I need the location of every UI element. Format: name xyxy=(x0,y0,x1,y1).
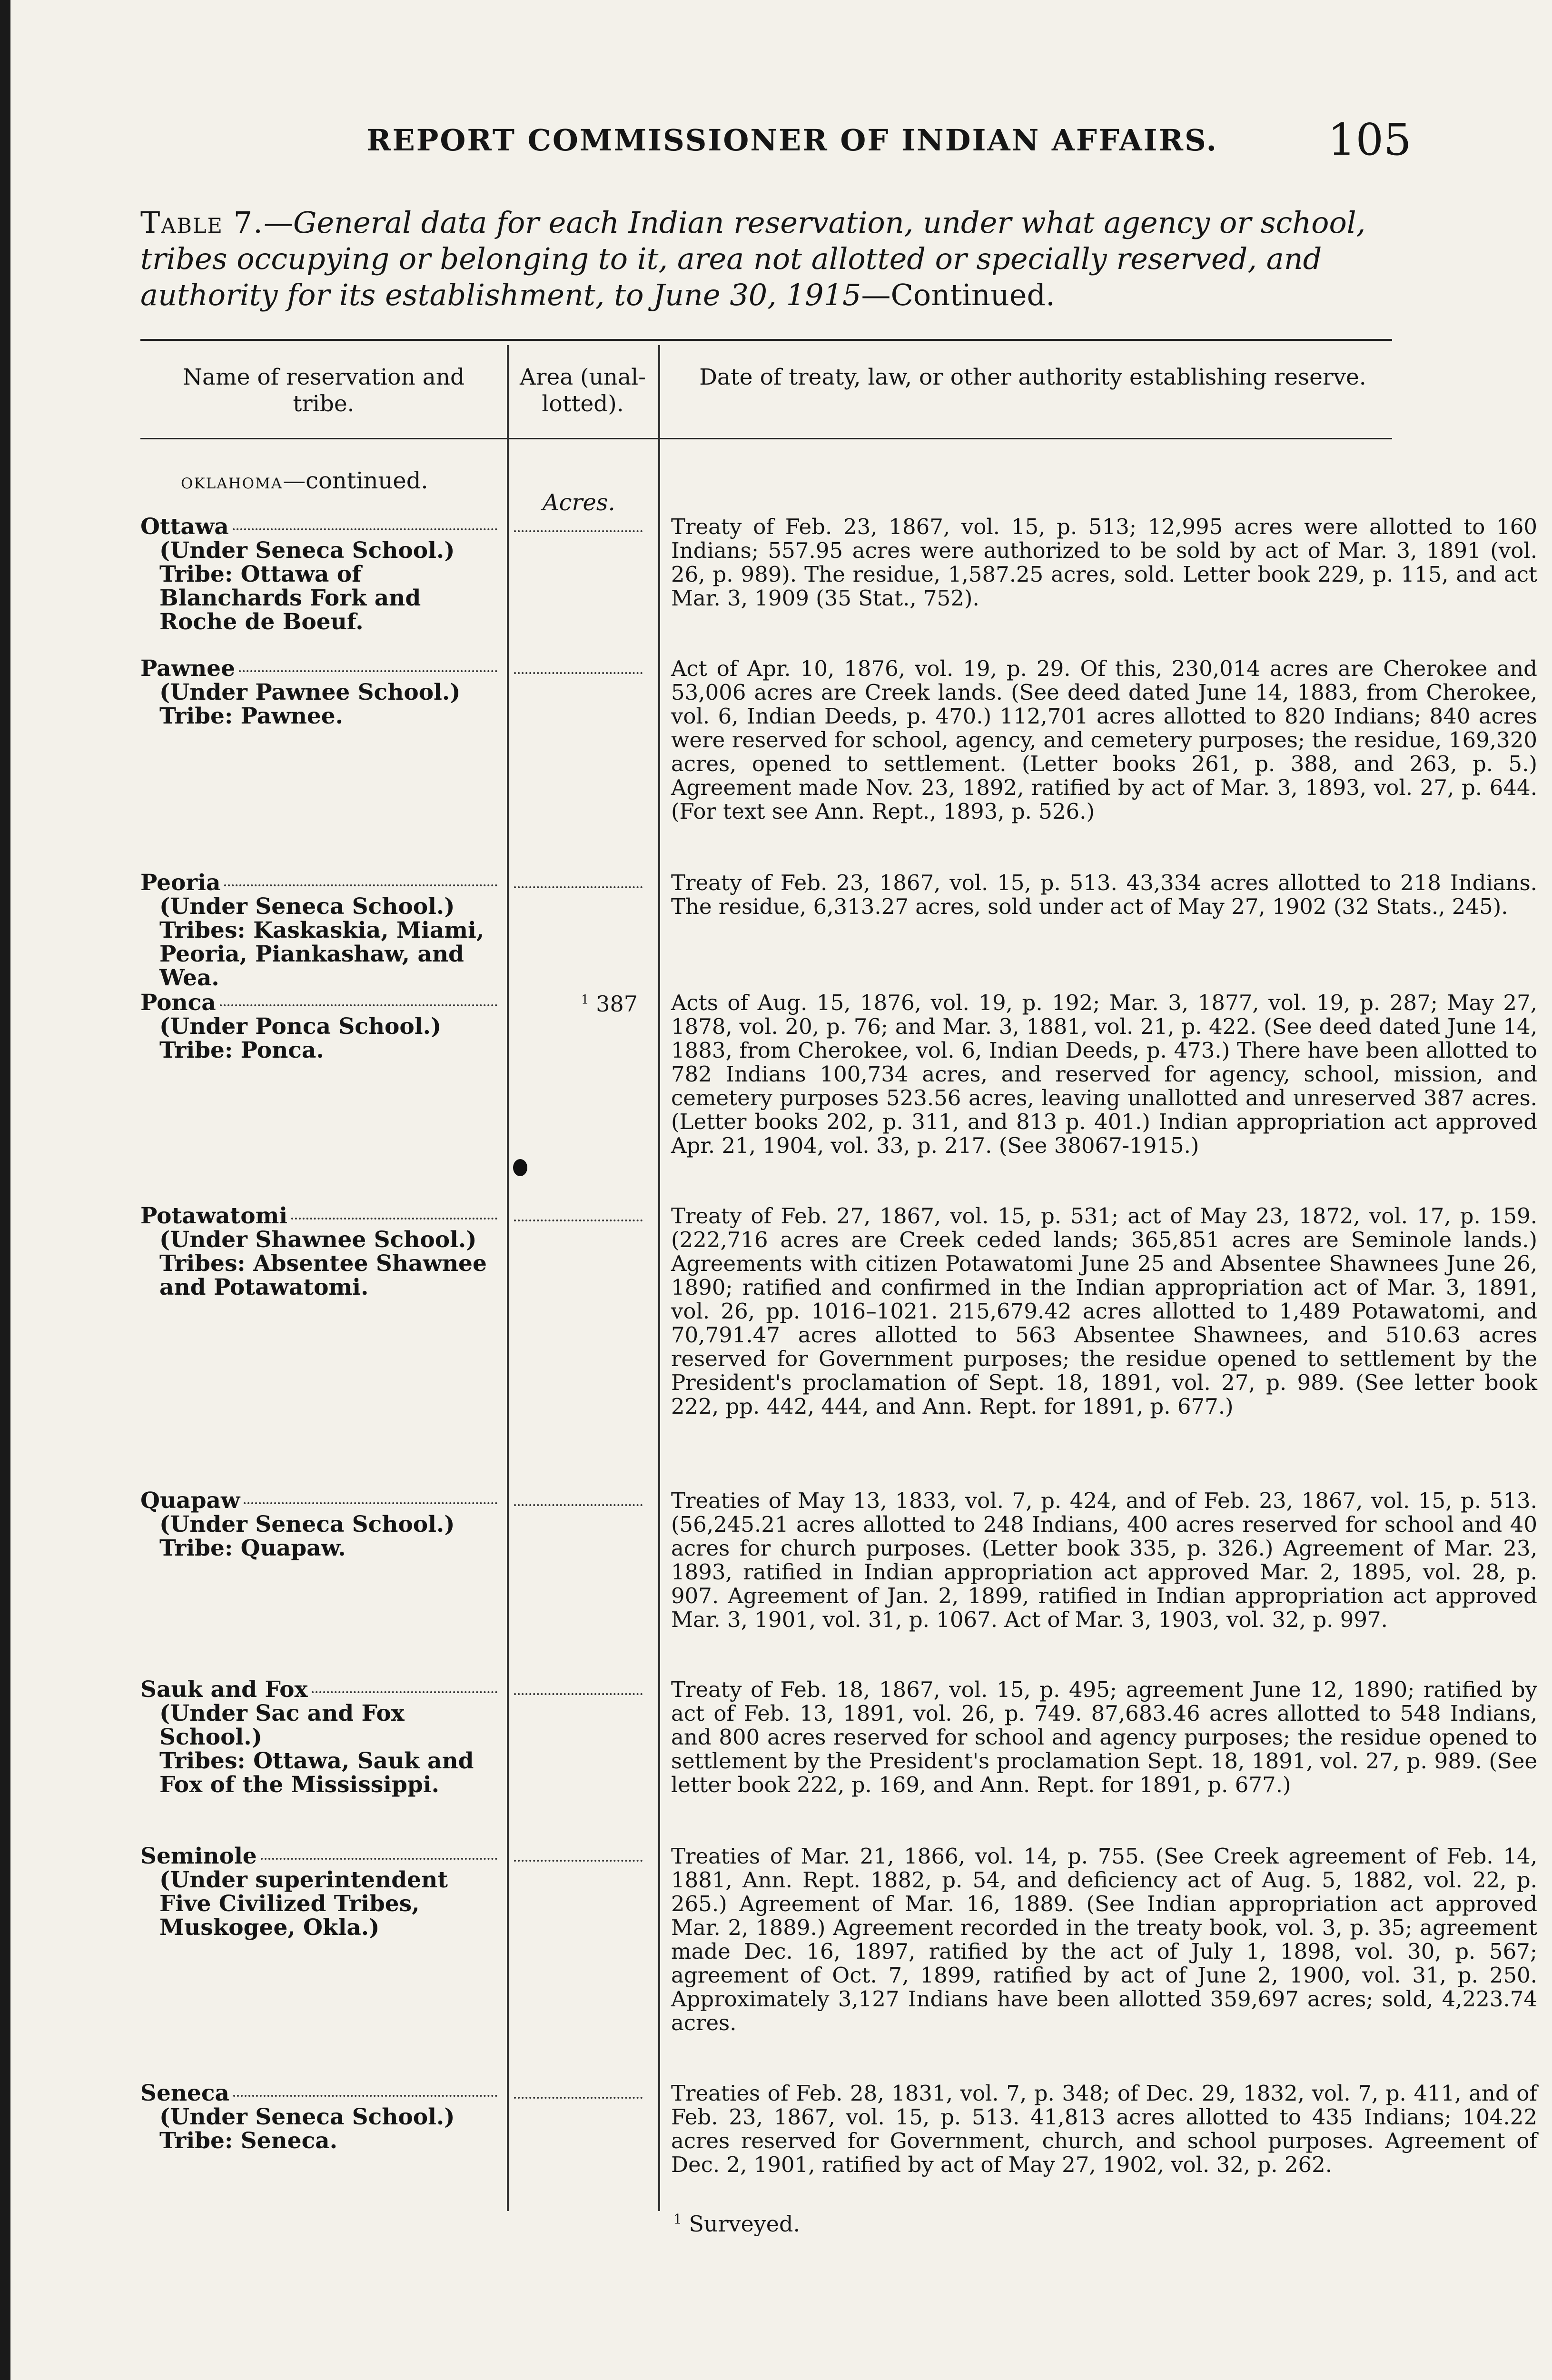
caption-suffix: —Continued. xyxy=(861,278,1055,312)
reservation-cell xyxy=(140,657,497,728)
reservation-name-line xyxy=(140,871,497,895)
leader-dots xyxy=(312,1691,497,1693)
authority-text: Treaty of Feb. 23, 1867, vol. 15, p. 513; 12,995 acres were allotted to 160 Indians; 557.95 acres were authorized to be sold by act of Mar. 3, 1891 (vol. 26, p. 989). The residue, 1,587.25 acres, sold. Letter book 229, p. 115, and act Mar. 3, 1909 (35 Stat., 752). xyxy=(671,514,1537,611)
leader-dots xyxy=(514,672,643,674)
tribe: Tribe: Ponca. xyxy=(159,1037,324,1063)
agency: (Under Seneca School.) xyxy=(159,1511,455,1537)
leader-dots xyxy=(244,1502,497,1504)
caption-title: —General data for each Indian reservation, under what agency or school, tribes occupying or belonging to it, area not allotted or specially reserved, and authority for its establishment, to June 30, 1915 xyxy=(140,205,1366,312)
reservation-name: Ponca xyxy=(140,990,216,1016)
leader-dots xyxy=(224,884,497,886)
footnote-mark: 1 xyxy=(673,2211,682,2227)
agency: (Under Ponca School.) xyxy=(159,1013,442,1040)
area-cell xyxy=(509,515,647,539)
area-cell xyxy=(509,1844,647,1868)
area-cell xyxy=(509,1204,647,1228)
caption-lead: Table 7. xyxy=(140,205,264,240)
reservation-name: Sauk and Fox xyxy=(140,1676,308,1703)
authority-text: Treaty of Feb. 23, 1867, vol. 15, p. 513. 43,334 acres allotted to 218 Indians. The residue, 6,313.27 acres, sold under act of May 27, 1902 (32 Stats., 245). xyxy=(671,870,1537,919)
agency: (Under Shawnee School.) xyxy=(159,1227,477,1253)
area-cell xyxy=(509,2082,647,2105)
tribe: Tribes: Ottawa, Sauk and Fox of the Mississippi. xyxy=(159,1748,474,1798)
reservation-cell xyxy=(140,991,497,1062)
region-note: —continued. xyxy=(283,467,428,494)
footnote xyxy=(673,2211,800,2237)
region-heading xyxy=(181,467,428,494)
header-bottom-rule xyxy=(140,438,1392,439)
agency: (Under Seneca School.) xyxy=(159,2104,455,2130)
reservation-name: Ottawa xyxy=(140,514,229,540)
agency: (Under Seneca School.) xyxy=(159,537,455,564)
reservation-name-line xyxy=(140,657,497,681)
area-cell xyxy=(509,657,647,681)
area-cell xyxy=(509,991,647,1015)
agency: (Under superintendent Five Civilized Tribes, Muskogee, Okla.) xyxy=(159,1867,448,1941)
tribe: Tribe: Quapaw. xyxy=(159,1535,346,1561)
authority-text: Treaty of Feb. 18, 1867, vol. 15, p. 495; agreement June 12, 1890; ratified by act of Feb. 13, 1891, vol. 26, p. 749. 87,683.46 acres allotted to 548 Indians, and 800 acres reserved for school and agency purposes; the residue opened to settlement by the President's proclamation Sept. 18, 1891, vol. 27, p. 989. (See letter book 222, p. 169, and Ann. Rept. for 1891, p. 677.) xyxy=(671,1677,1537,1797)
leader-dots xyxy=(514,886,643,888)
leader-dots xyxy=(233,2095,497,2097)
authority-text: Treaty of Feb. 27, 1867, vol. 15, p. 531; act of May 23, 1872, vol. 17, p. 159. (222,716 acres are Creek ceded lands; 365,851 acres are Seminole lands.) Agreements with citizen Potawatomi June 25 and Absentee Shawnees June 26, 1890; ratified and confirmed in the Indian appropriation act of Mar. 3, 1891, vol. 26, pp. 1016–1021. 215,679.42 acres allotted to 1,489 Potawatomi, and 70,791.47 acres allotted to 563 Absentee Shawnees, and 510.63 acres reserved for Government purposes; the residue opened to settlement by the President's proclamation of Sept. 18, 1891, vol. 27, p. 989. (See letter book 222, pp. 442, 444, and Ann. Rept. for 1891, p. 677.) xyxy=(671,1203,1537,1419)
reservation-name-line xyxy=(140,1204,497,1228)
column-header-name: Name of reservation and tribe. xyxy=(182,364,465,417)
reservation-cell xyxy=(140,1844,497,1940)
reservation-name: Peoria xyxy=(140,870,221,896)
running-head: REPORT COMMISSIONER OF INDIAN AFFAIRS. xyxy=(366,123,1218,158)
area-cell xyxy=(509,1489,647,1513)
reservation-cell xyxy=(140,1678,497,1797)
reservation-name: Quapaw xyxy=(140,1488,240,1514)
footnote-mark: 1 xyxy=(581,992,589,1007)
tribe: Tribes: Absentee Shawnee and Potawatomi. xyxy=(159,1250,487,1300)
leader-dots xyxy=(233,528,497,530)
agency: (Under Pawnee School.) xyxy=(159,679,461,705)
reservation-cell xyxy=(140,515,497,634)
leader-dots xyxy=(514,1693,643,1695)
page-number: 105 xyxy=(1328,114,1412,165)
table-caption xyxy=(140,205,1402,313)
leader-dots xyxy=(220,1004,497,1006)
leader-dots xyxy=(514,2097,643,2099)
reservation-cell xyxy=(140,1489,497,1560)
reservation-name: Seminole xyxy=(140,1843,257,1869)
reservation-name: Pawnee xyxy=(140,655,235,682)
authority-text: Treaties of Feb. 28, 1831, vol. 7, p. 348; of Dec. 29, 1832, vol. 7, p. 411, and of Feb. 23, 1867, vol. 15, p. 513. 41,813 acres allotted to 435 Indians; 104.22 acres reserved for Government, church, and school purposes. Agreement of Dec. 2, 1901, ratified by act of May 27, 1902, vol. 32, p. 262. xyxy=(671,2081,1537,2177)
reservation-name-line xyxy=(140,1678,497,1702)
area-cell xyxy=(509,1678,647,1702)
authority-text: Treaties of Mar. 21, 1866, vol. 14, p. 755. (See Creek agreement of Feb. 14, 1881, Ann. Rept. 1882, p. 54, and deficiency act of Aug. 5, 1882, vol. 22, p. 265.) Agreement of Mar. 16, 1889. (See Indian appropriation act approved Mar. 2, 1889.) Agreement recorded in the treaty book, vol. 3, p. 35; agreement made Dec. 16, 1897, ratified by the act of July 1, 1898, vol. 30, p. 567; agreement of Oct. 7, 1899, ratified by act of June 2, 1900, vol. 31, p. 250. Approximately 3,127 Indians have been allotted 359,697 acres; sold, 4,223.74 acres. xyxy=(671,1844,1537,2035)
tribe: Tribe: Pawnee. xyxy=(159,703,343,729)
area-value xyxy=(581,991,638,1017)
ink-spot xyxy=(513,1159,527,1176)
reservation-name-line xyxy=(140,991,497,1015)
reservation-name-line xyxy=(140,1844,497,1868)
authority-text: Acts of Aug. 15, 1876, vol. 19, p. 192; Mar. 3, 1877, vol. 19, p. 287; May 27, 1878, vol. 20, p. 76; and Mar. 3, 1881, vol. 21, p. 422. (See deed dated June 14, 1883, from Cherokee, vol. 6, Indian Deeds, p. 473.) There have been allotted to 782 Indians 100,734 acres, and reserved for agency, school, mission, and cemetery purposes 523.56 acres, leaving unallotted and unreserved 387 acres. (Letter books 202, p. 311, and 813 p. 401.) Indian appropriation act approved Apr. 21, 1904, vol. 33, p. 217. (See 38067-1915.) xyxy=(671,990,1537,1158)
leader-dots xyxy=(514,1860,643,1862)
area-number: 387 xyxy=(596,991,638,1017)
column-divider-1 xyxy=(507,345,509,2211)
authority-text: Treaties of May 13, 1833, vol. 7, p. 424, and of Feb. 23, 1867, vol. 15, p. 513. (56,245.21 acres allotted to 248 Indians, 400 acres reserved for school and 40 acres for church purposes. (Letter book 335, p. 326.) Agreement of Mar. 23, 1893, ratified in Indian appropriation act approved Mar. 2, 1895, vol. 28, p. 907. Agreement of Jan. 2, 1899, ratified in Indian appropriation act approved Mar. 3, 1901, vol. 31, p. 1067. Act of Mar. 3, 1903, vol. 32, p. 997. xyxy=(671,1488,1537,1632)
reservation-name-line xyxy=(140,515,497,539)
scan-edge xyxy=(0,0,10,2380)
tribe: Tribe: Seneca. xyxy=(159,2128,338,2154)
authority-text: Act of Apr. 10, 1876, vol. 19, p. 29. Of this, 230,014 acres are Cherokee and 53,006 acres are Creek lands. (See deed dated June 14, 1883, from Cherokee, vol. 6, Indian Deeds, p. 470.) 112,701 acres allotted to 820 Indians; 840 acres were reserved for school, agency, and cemetery purposes; the residue, 169,320 acres, opened to settlement. (Letter books 261, p. 388, and 263, p. 5.) Agreement made Nov. 23, 1892, ratified by act of Mar. 3, 1893, vol. 27, p. 644. (For text see Ann. Rept., 1893, p. 526.) xyxy=(671,656,1537,824)
reservation-name-line xyxy=(140,1489,497,1513)
agency: (Under Seneca School.) xyxy=(159,893,455,920)
leader-dots xyxy=(239,670,497,672)
column-header-area: Area (unal-lotted). xyxy=(520,364,646,417)
reservation-cell xyxy=(140,1204,497,1299)
reservation-cell xyxy=(140,871,497,990)
tribe: Tribe: Ottawa of Blanchards Fork and Roche de Boeuf. xyxy=(159,561,421,635)
leader-dots xyxy=(514,530,643,532)
tribe: Tribes: Kaskaskia, Miami, Peoria, Piankashaw, and Wea. xyxy=(159,917,484,991)
leader-dots xyxy=(291,1218,497,1220)
reservation-name: Potawatomi xyxy=(140,1203,288,1229)
reservation-name: Seneca xyxy=(140,2080,229,2106)
agency: (Under Sac and Fox School.) xyxy=(159,1700,405,1750)
area-cell xyxy=(509,871,647,895)
column-divider-2 xyxy=(658,345,660,2211)
area-units: Acres. xyxy=(543,489,615,516)
region-state: oklahoma xyxy=(181,469,283,494)
footnote-text: Surveyed. xyxy=(689,2211,801,2237)
leader-dots xyxy=(261,1858,497,1860)
reservation-name-line xyxy=(140,2082,497,2105)
table-top-rule xyxy=(140,339,1392,341)
column-header-authority: Date of treaty, law, or other authority establishing reserve. xyxy=(699,364,1366,390)
leader-dots xyxy=(514,1504,643,1506)
reservation-cell xyxy=(140,2082,497,2153)
leader-dots xyxy=(514,1220,643,1221)
